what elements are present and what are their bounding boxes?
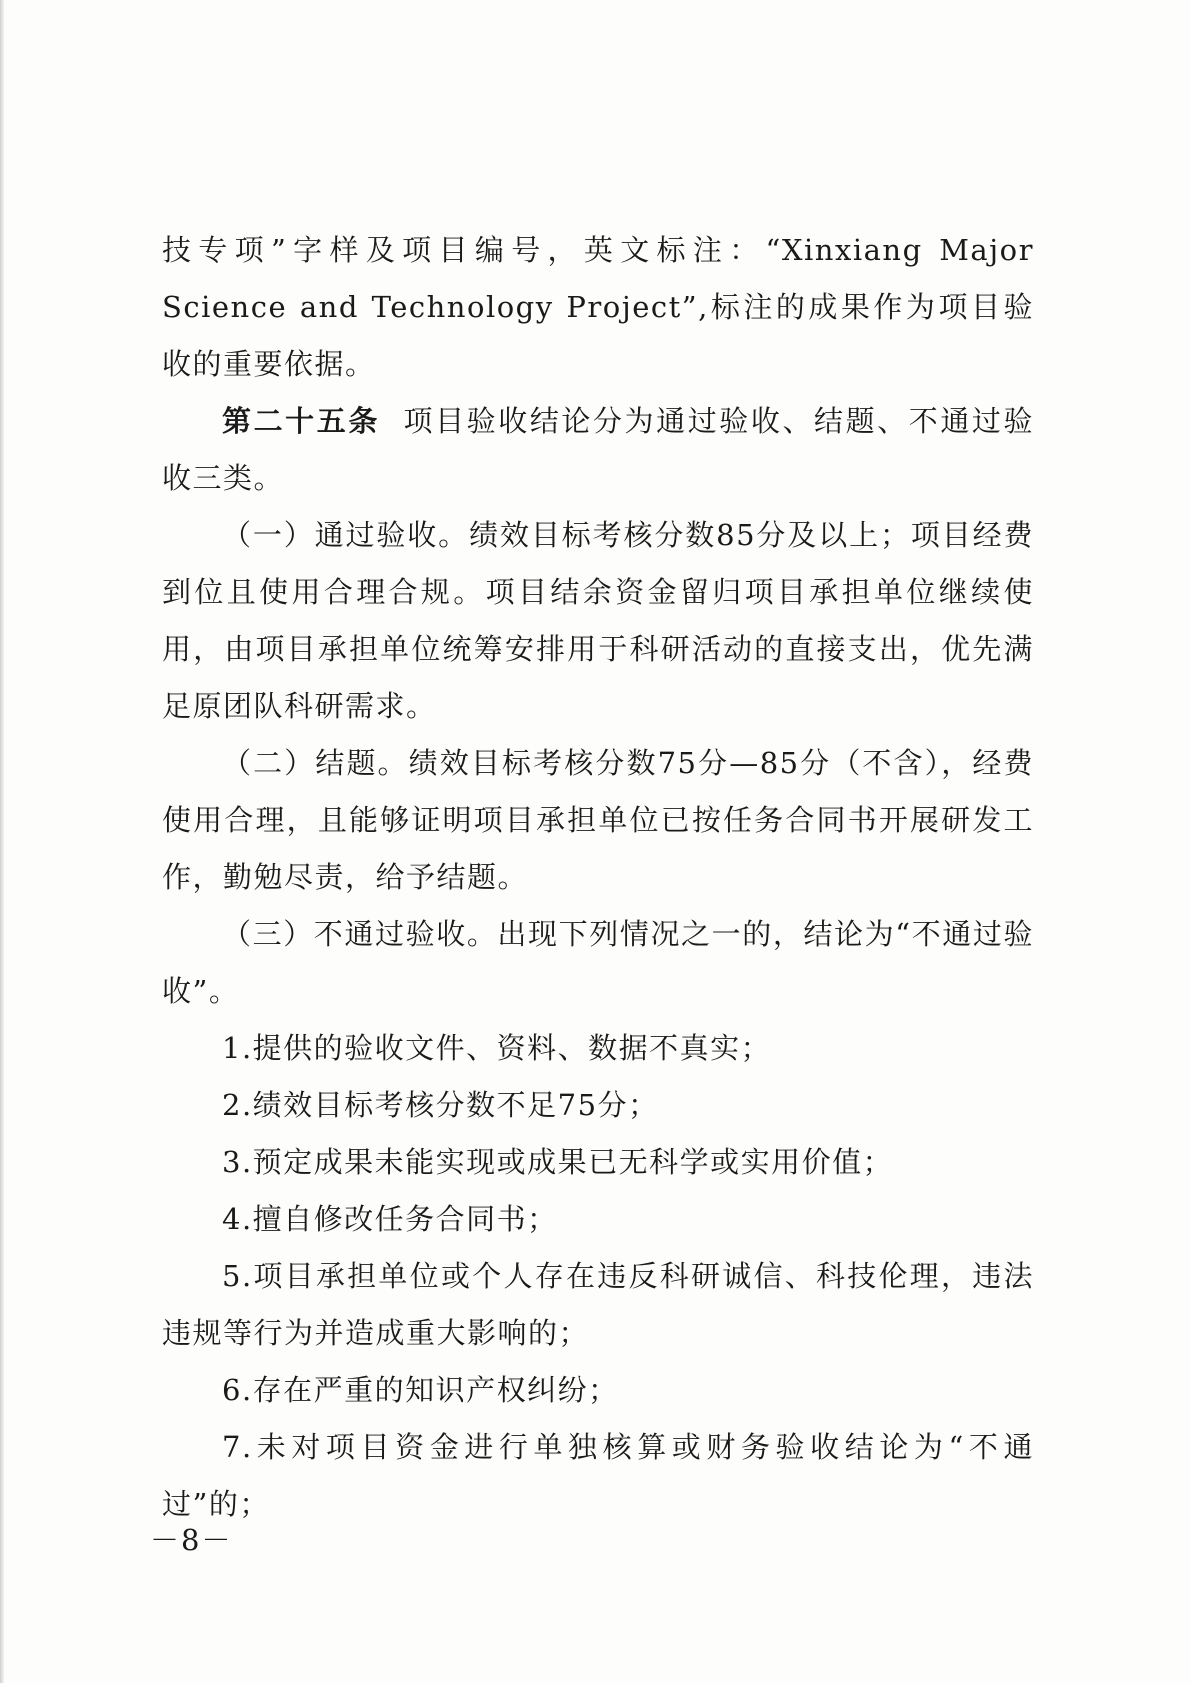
list-item (162, 1362, 1034, 1419)
list-item (162, 1134, 1034, 1191)
page-number: －8－ (150, 1523, 233, 1557)
list-item (162, 1020, 1034, 1077)
paragraph-continuation (162, 222, 1034, 393)
paragraph-text: 2.绩效目标考核分数不足75分； (222, 1088, 659, 1122)
paragraph-text: 7.未对项目资金进行单独核算或财务验收结论为“不通过”的； (162, 1430, 1034, 1521)
page-left-edge (0, 0, 4, 1683)
paragraph-text: 6.存在严重的知识产权纠纷； (222, 1373, 619, 1407)
list-item (162, 1419, 1034, 1533)
paragraph-text: 1.提供的验收文件、资料、数据不真实； (222, 1031, 772, 1065)
paragraph-text: 5.项目承担单位或个人存在违反科研诚信、科技伦理，违法违规等行为并造成重大影响的； (162, 1259, 1034, 1350)
article-heading: 第二十五条 (222, 404, 380, 438)
paragraph-text: 技专项”字样及项目编号，英文标注：“Xinxiang Major Science and Technology Project”,标注的成果作为项目验收的重要依据。 (162, 233, 1034, 381)
paragraph-text: （二）结题。绩效目标考核分数75分—85分（不含），经费使用合理，且能够证明项目承担单位已按任务合同书开展研发工作，勤勉尽责，给予结题。 (162, 746, 1034, 894)
paragraph-text: 4.擅自修改任务合同书； (222, 1202, 558, 1236)
paragraph-text: （一）通过验收。绩效目标考核分数85分及以上；项目经费到位且使用合理合规。项目结余资金留归项目承担单位继续使用，由项目承担单位统筹安排用于科研活动的直接支出，优先满足原团队科研需求。 (162, 518, 1034, 723)
list-item (162, 1077, 1034, 1134)
paragraph-text: （三）不通过验收。出现下列情况之一的，结论为“不通过验收”。 (162, 917, 1034, 1008)
list-item (162, 1191, 1034, 1248)
clause-pass (162, 507, 1034, 735)
clause-fail (162, 906, 1034, 1020)
list-item (162, 1248, 1034, 1362)
paragraph-text: 3.预定成果未能实现或成果已无科学或实用价值； (222, 1145, 894, 1179)
clause-conclude (162, 735, 1034, 906)
article-25 (162, 393, 1034, 507)
document-body (162, 222, 1034, 1533)
paragraph-text: 项目验收结论分为通过验收、结题、不通过验收三类。 (162, 404, 1034, 495)
